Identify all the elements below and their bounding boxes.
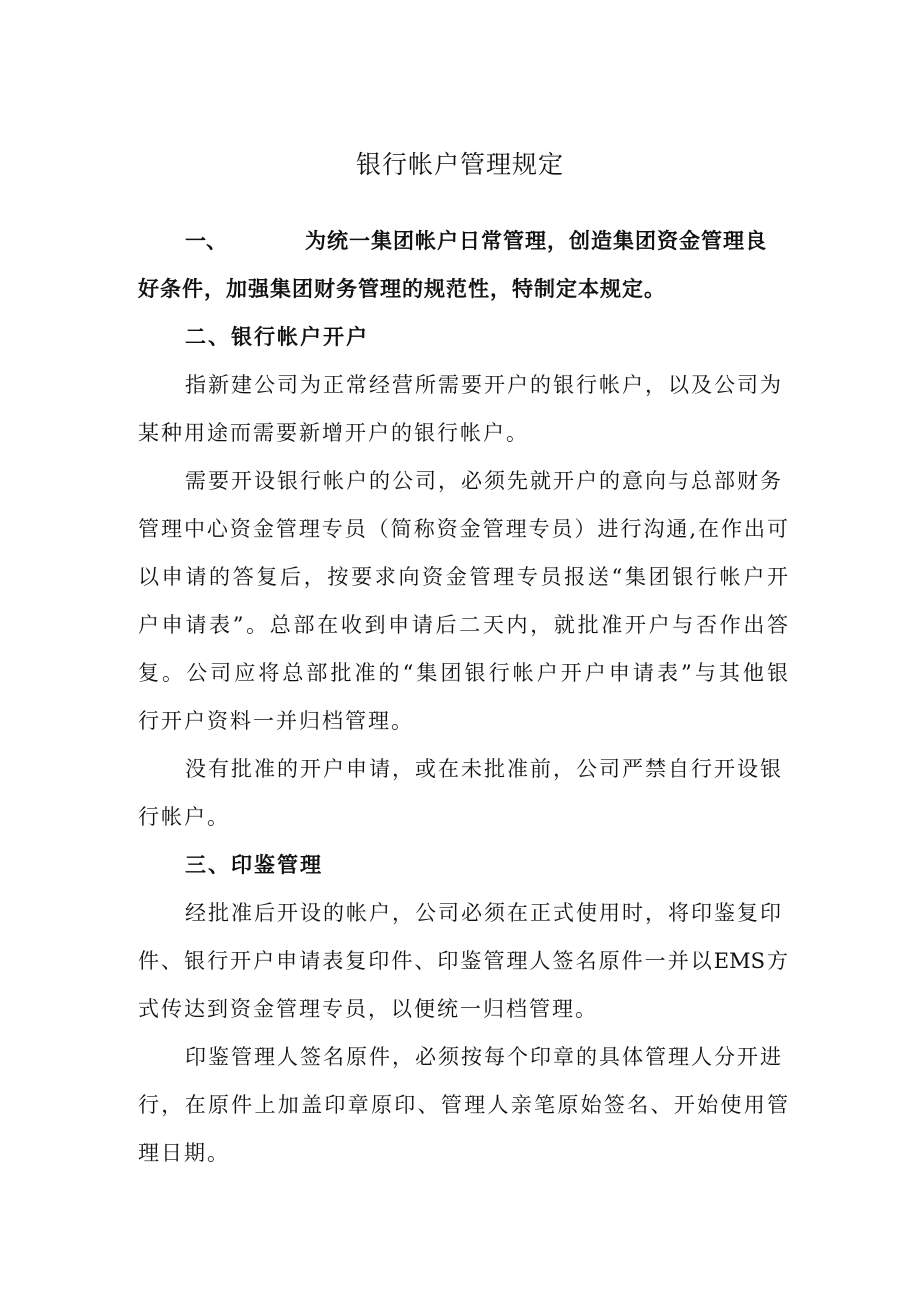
- section-3-p2-line-3: 理日期。: [138, 1141, 230, 1165]
- section-1-line-2: 好条件，加强集团财务管理的规范性，特制定本规定。: [138, 276, 666, 301]
- section-2-p2-line-3: 以申请的答复后，按要求向资金管理专员报送“集团银行帐户开: [138, 565, 788, 589]
- section-1-number: 一、: [185, 228, 227, 253]
- section-2-p1-line-1: 指新建公司为正常经营所需要开户的银行帐户，以及公司为: [185, 373, 783, 397]
- section-3-heading: 三、印鉴管理: [185, 853, 323, 877]
- section-3-p2-line-2: 行，在原件上加盖印章原印、管理人亲笔原始签名、开始使用管: [138, 1093, 788, 1117]
- section-3-p1-line-3: 式传达到资金管理专员，以便统一归档管理。: [138, 997, 598, 1021]
- section-2-p2-line-4: 户申请表”。总部在收到申请后二天内，就批准开户与否作出答: [138, 613, 788, 637]
- section-3-p1-line-1: 经批准后开设的帐户，公司必须在正式使用时，将印鉴复印: [185, 901, 783, 925]
- section-2-p2-line-2: 管理中心资金管理专员（简称资金管理专员）进行沟通,在作出可: [138, 517, 788, 541]
- section-2-p2-line-6: 行开户资料一并归档管理。: [138, 709, 414, 733]
- section-2-p1-line-2: 某种用途而需要新增开户的银行帐户。: [138, 421, 529, 445]
- section-3-p2-line-1: 印鉴管理人签名原件，必须按每个印章的具体管理人分开进: [185, 1045, 783, 1069]
- section-2-heading: 二、银行帐户开户: [185, 325, 369, 349]
- section-2-p3-line-1: 没有批准的开户申请，或在未批准前，公司严禁自行开设银: [185, 757, 783, 781]
- section-3-p1-line-2: 件、银行开户申请表复印件、印鉴管理人签名原件一并以EMS方: [138, 949, 788, 973]
- section-1-text-1: 为统一集团帐户日常管理，创造集团资金管理良: [305, 228, 767, 253]
- section-1-line-1: [185, 226, 767, 256]
- section-2-p2-line-5: 复。公司应将总部批准的“集团银行帐户开户申请表”与其他银: [138, 661, 788, 685]
- section-2-p3-line-2: 行帐户。: [138, 805, 230, 829]
- section-2-p2-line-1: 需要开设银行帐户的公司，必须先就开户的意向与总部财务: [185, 469, 783, 493]
- document-title: 银行帐户管理规定: [355, 150, 564, 179]
